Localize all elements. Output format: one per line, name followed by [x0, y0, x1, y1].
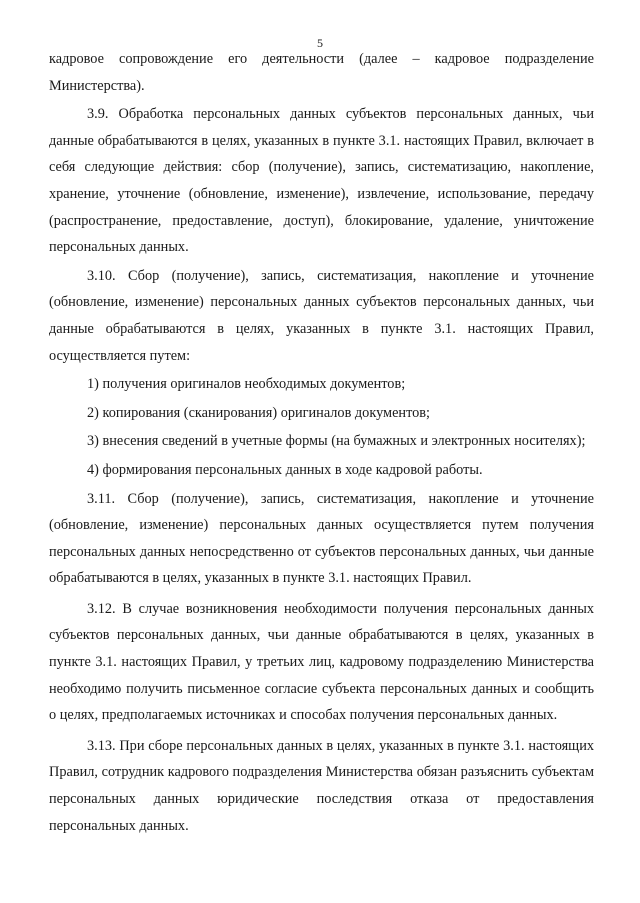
list-item-3: 3) внесения сведений в учетные формы (на бумажных и электронных носителях); — [87, 433, 586, 450]
list-item-4: 4) формирования персональных данных в ходе кадровой работы. — [87, 461, 483, 478]
paragraph-3-9: 3.9. Обработка персональных данных субъектов персональных данных, чьи данные обрабатываются в целях, указанных в пункте 3.1. настоящих Правил, включает в себя следующие действия: сбор (получение), запись, систематизацию, накопление, хранение, уточнение (обновление, изменение), извлечение, использование, передачу (распространение, предоставление, доступ), блокирование, удаление, уничтожение персональных данных. — [49, 106, 594, 256]
paragraph-3-10: 3.10. Сбор (получение), запись, систематизация, накопление и уточнение (обновление, изменение) персональных данных субъектов персональных данных, чьи данные обрабатываются в целях, указанных в пункте 3.1. настоящих Правил, осуществляется путем: — [49, 267, 594, 364]
list-item-2: 2) копирования (сканирования) оригиналов документов; — [87, 404, 431, 421]
page-number: 5 — [317, 36, 323, 50]
paragraph-continuation: кадровое сопровождение его деятельности (далее – кадровое подразделение Министерства). — [49, 51, 594, 94]
list-item-1: 1) получения оригиналов необходимых документов; — [87, 376, 406, 393]
paragraph-3-13: 3.13. При сборе персональных данных в целях, указанных в пункте 3.1. настоящих Правил, сотрудник кадрового подразделения Министерства обязан разъяснить субъектам персональных данных юридические последствия отказа от предоставления персональных данных. — [49, 737, 594, 834]
paragraph-3-12: 3.12. В случае возникновения необходимости получения персональных данных субъектов персональных данных, чьи данные обрабатываются в целях, указанных в пункте 3.1. настоящих Правил, у третьих лиц, кадровому подразделению Министерства необходимо получить письменное согласие субъекта персональных данных и сообщить о целях, предполагаемых источниках и способах получения персональных данных. — [49, 600, 594, 724]
paragraph-3-11: 3.11. Сбор (получение), запись, систематизация, накопление и уточнение (обновление, изменение) персональных данных осуществляется путем получения персональных данных непосредственно от субъектов персональных данных, чьи данные обрабатываются в целях, указанных в пункте 3.1. настоящих Правил. — [49, 490, 594, 587]
document-body — [49, 46, 594, 839]
